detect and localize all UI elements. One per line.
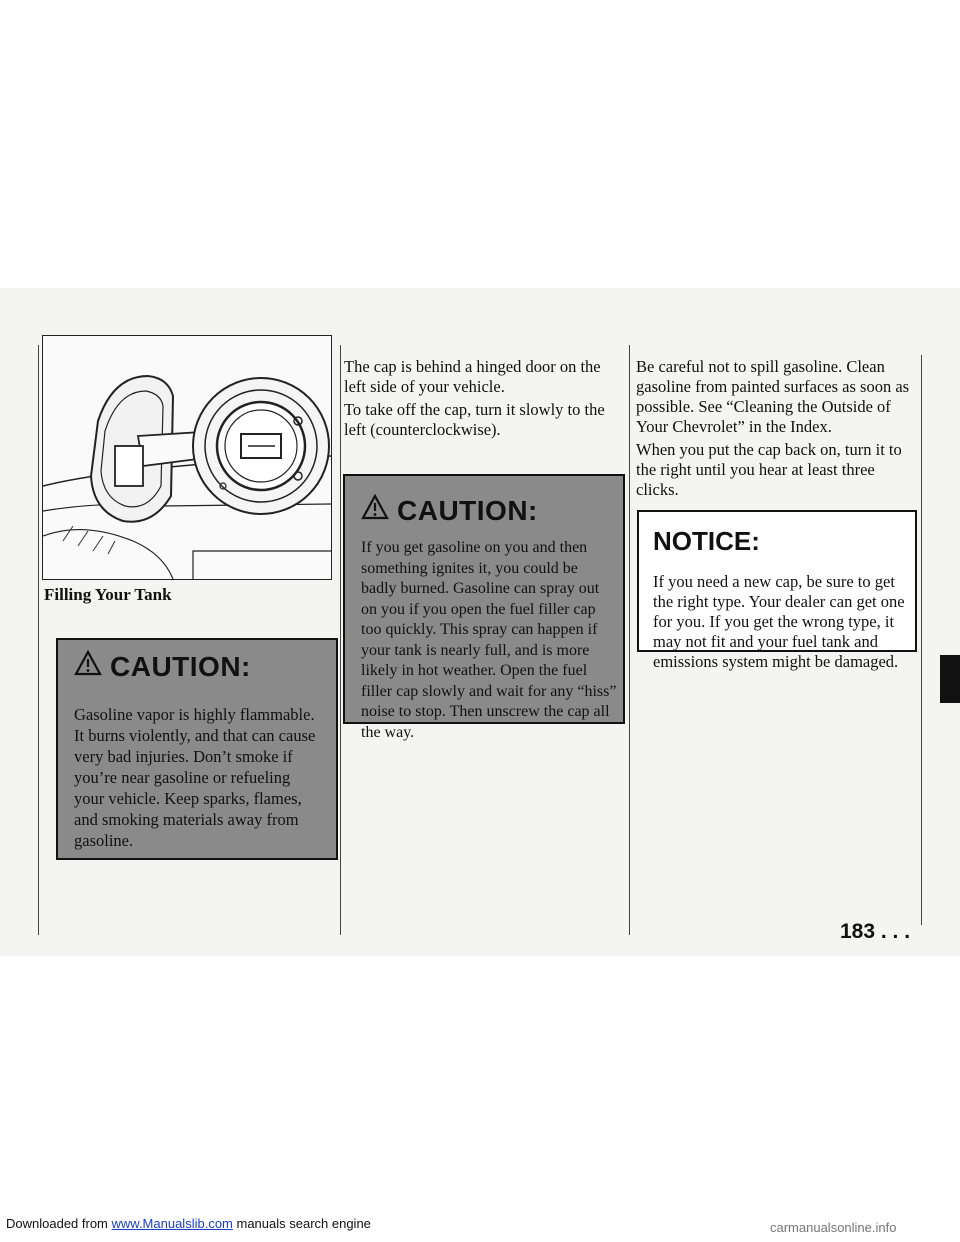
section-heading: Filling Your Tank bbox=[44, 585, 172, 604]
column-divider-left bbox=[38, 345, 39, 935]
warning-triangle-icon bbox=[74, 650, 102, 683]
manualslib-link[interactable]: www.Manualslib.com bbox=[111, 1216, 233, 1231]
caution-title: CAUTION: bbox=[361, 494, 538, 527]
caution-title: CAUTION: bbox=[74, 650, 251, 683]
warning-triangle-icon bbox=[361, 494, 389, 527]
caution-text: If you get gasoline on you and then something ignites it, you could be badly burned. Gasoline can spray out on you if you open the fuel filler cap too quickly. This spray can happen if your tank is nearly full, and is more likely in hot weather. Open the fuel filler cap slowly and wait for any “hiss” noise to stop. Then unscrew the cap all the way. bbox=[361, 539, 617, 741]
download-prefix: Downloaded from bbox=[6, 1216, 112, 1231]
paragraph-spill-warning: Be careful not to spill gasoline. Clean gasoline from painted surfaces as soon as possible. See “Cleaning the Outside of Your Chevrolet” in the Index. bbox=[636, 357, 910, 436]
column-divider-middle bbox=[340, 345, 341, 935]
caution-text: Gasoline vapor is highly flammable. It burns violently, and that can cause very bad injuries. Don’t smoke if you’re near gasoline or refueling your vehicle. Keep sparks, flames, and smoking materials away from gasoline. bbox=[74, 705, 316, 850]
site-watermark: carmanualsonline.info bbox=[770, 1220, 897, 1235]
column-divider-right bbox=[629, 345, 630, 935]
notice-box bbox=[637, 510, 917, 671]
section-tab-marker bbox=[940, 655, 960, 703]
column-divider-edge bbox=[921, 355, 922, 925]
caution-box-left bbox=[56, 638, 338, 860]
notice-title: NOTICE: bbox=[653, 526, 760, 556]
paragraph-cap-location: The cap is behind a hinged door on the left side of your vehicle. bbox=[344, 357, 601, 396]
caution-box-middle bbox=[343, 474, 625, 741]
page-number: 183 . . . bbox=[840, 920, 911, 943]
download-suffix: manuals search engine bbox=[232, 1216, 371, 1231]
fuel-filler-door-illustration bbox=[42, 335, 332, 580]
download-source-line bbox=[6, 1216, 371, 1231]
notice-text: If you need a new cap, be sure to get the right type. Your dealer can get one for you. If you get the wrong type, it may not fit and your fuel tank and emissions system might be damaged. bbox=[653, 572, 905, 671]
paragraph-replace-cap: When you put the cap back on, turn it to the right until you hear at least three clicks. bbox=[636, 440, 902, 499]
paragraph-remove-cap: To take off the cap, turn it slowly to the left (counterclockwise). bbox=[344, 400, 605, 439]
